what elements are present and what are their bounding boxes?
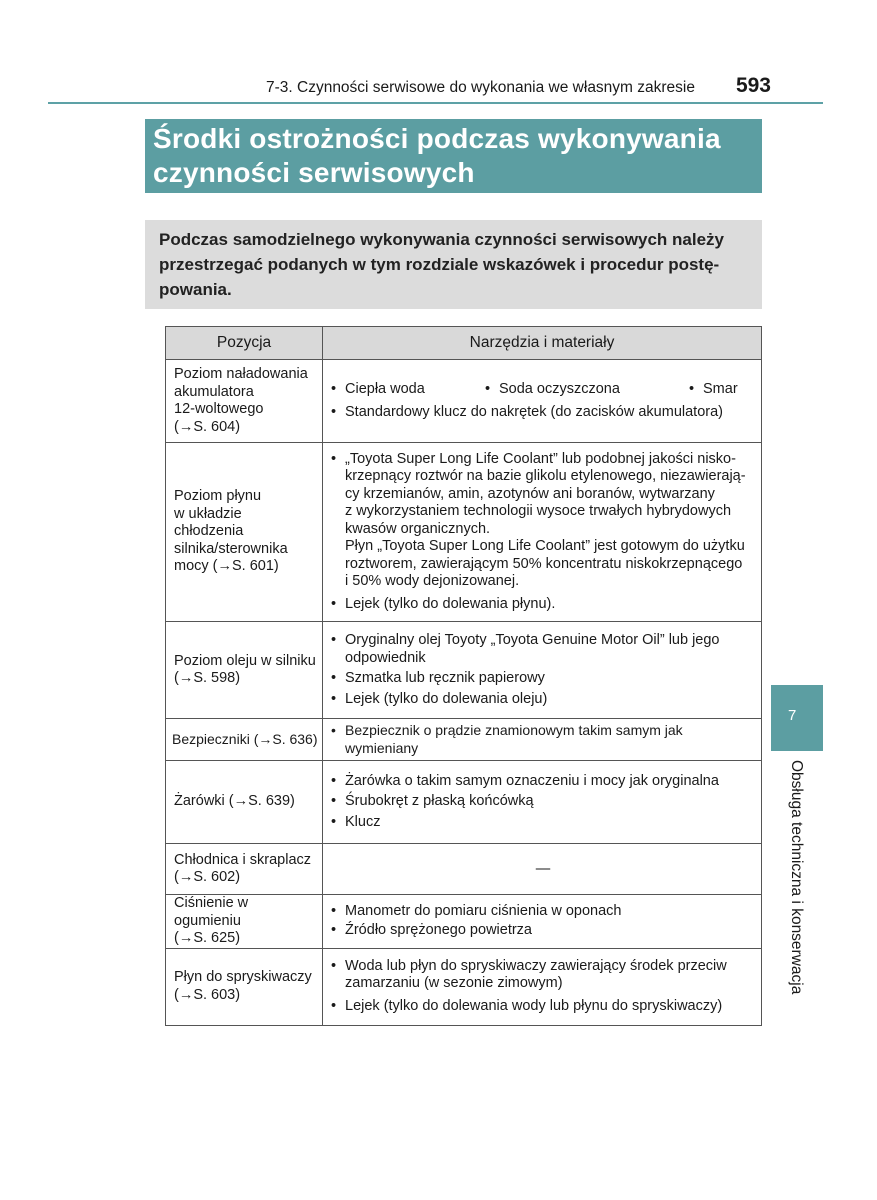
- empty-dash: —: [535, 861, 551, 877]
- page-header: [48, 74, 823, 102]
- position-cell: Płyn do spryskiwaczy (→S. 603): [166, 948, 323, 1025]
- title-line-1: Środki ostrożności podczas wykonywania: [153, 123, 721, 154]
- page-title: [145, 119, 762, 193]
- header-rule: [48, 102, 823, 104]
- tools-cell: [323, 360, 762, 443]
- position-cell: Ciśnienie w ogumieniu (→S. 625): [166, 895, 323, 949]
- tools-cell: • Woda lub płyn do spryskiwaczy zawierający środek przeciw zamarzaniu (w sezonie zimowym) • Lejek (tylko do dolewania wody lub płynu do spryskiwaczy): [323, 948, 762, 1025]
- position-cell: Poziom naładowania akumulatora 12-woltowego (→S. 604): [166, 360, 323, 443]
- list-item: • Bezpiecznik o prądzie znamionowym takim samym jak wymieniany: [331, 722, 755, 757]
- list-item: • Soda oczyszczona: [485, 381, 689, 399]
- list-item: • Lejek (tylko do dolewania wody lub płynu do spryskiwaczy): [331, 998, 755, 1016]
- list-item: • Woda lub płyn do spryskiwaczy zawierający środek przeciw: [331, 958, 755, 976]
- header-tools: Narzędzia i materiały: [323, 327, 762, 360]
- position-cell: Bezpieczniki (→S. 636): [166, 719, 323, 761]
- position-cell: Chłodnica i skraplacz (→S. 602): [166, 844, 323, 895]
- list-item: • Smar: [689, 381, 738, 399]
- chapter-label: Obsługa techniczna i konserwacja: [788, 760, 805, 995]
- page-number: 593: [735, 74, 771, 97]
- list-item: • Lejek (tylko do dolewania płynu).: [331, 596, 755, 614]
- list-item: • Żarówka o takim samym oznaczeniu i mocy jak oryginalna: [331, 773, 755, 791]
- position-cell: Poziom płynu w układzie chłodzenia silnika/sterownika mocy (→S. 601): [166, 443, 323, 622]
- section-title: 7-3. Czynności serwisowe do wykonania we własnym zakresie: [265, 79, 695, 96]
- title-line-2: czynności serwisowych: [153, 157, 475, 188]
- tools-cell: [323, 844, 762, 895]
- list-item: • „Toyota Super Long Life Coolant” lub podobnej jakości nisko-: [331, 451, 755, 469]
- position-cell: Poziom oleju w silniku (→S. 598): [166, 622, 323, 719]
- list-item: • Szmatka lub ręcznik papierowy: [331, 670, 755, 688]
- table-header-row: [166, 327, 762, 360]
- tools-cell: • Oryginalny olej Toyoty „Toyota Genuine Motor Oil” lub jego odpowiednik • Szmatka lub ręcznik papierowy • Lejek (tylko do dolewania oleju): [323, 622, 762, 719]
- tools-cell: [323, 719, 762, 761]
- list-item: • Źródło sprężonego powietrza: [331, 922, 755, 940]
- list-item: • Klucz: [331, 814, 755, 832]
- inline-tools: [331, 378, 755, 402]
- table-row: [166, 895, 762, 949]
- intro-box: [145, 220, 762, 309]
- list-item: • Standardowy klucz do nakrętek (do zacisków akumulatora): [331, 404, 755, 422]
- table-row: [166, 443, 762, 622]
- table-row: [166, 360, 762, 443]
- chapter-tab[interactable]: [771, 685, 823, 751]
- tools-cell: • „Toyota Super Long Life Coolant” lub podobnej jakości nisko- krzepnący roztwór na bazie glikolu etylenowego, niezawierają- cy krzemianów, amin, azotynów ani boranów, wytwarzany z wykorzystaniem technologii wysoce trwałych hybrydowych kwasów organicznych. Płyn „Toyota Super Long Life Coolant” jest gotowym do użytku roztworem, zawierającym 50% koncentratu niskokrzepnącego i 50% wody dejonizowanej. • Lejek (tylko do dolewania płynu).: [323, 443, 762, 622]
- intro-line-3: powania.: [159, 280, 232, 299]
- tools-cell: [323, 761, 762, 844]
- list-item: • Manometr do pomiaru ciśnienia w oponach: [331, 903, 755, 921]
- intro-line-2: przestrzegać podanych w tym rozdziale wskazówek i procedur postę-: [159, 255, 720, 274]
- position-cell: Żarówki (→S. 639): [166, 761, 323, 844]
- list-item: • Ciepła woda: [331, 381, 485, 399]
- list-item: • Oryginalny olej Toyoty „Toyota Genuine Motor Oil” lub jego: [331, 632, 755, 650]
- table-row: [166, 761, 762, 844]
- table-row: [166, 622, 762, 719]
- chapter-number: 7: [788, 707, 797, 724]
- table-row: [166, 844, 762, 895]
- header-position: Pozycja: [166, 327, 323, 360]
- intro-line-1: Podczas samodzielnego wykonywania czynności serwisowych należy: [159, 230, 724, 249]
- list-item: • Śrubokręt z płaską końcówką: [331, 793, 755, 811]
- tools-table: [165, 326, 762, 1026]
- tools-cell: [323, 895, 762, 949]
- list-item: • Lejek (tylko do dolewania oleju): [331, 691, 755, 709]
- table-row: [166, 719, 762, 761]
- table-row: [166, 948, 762, 1025]
